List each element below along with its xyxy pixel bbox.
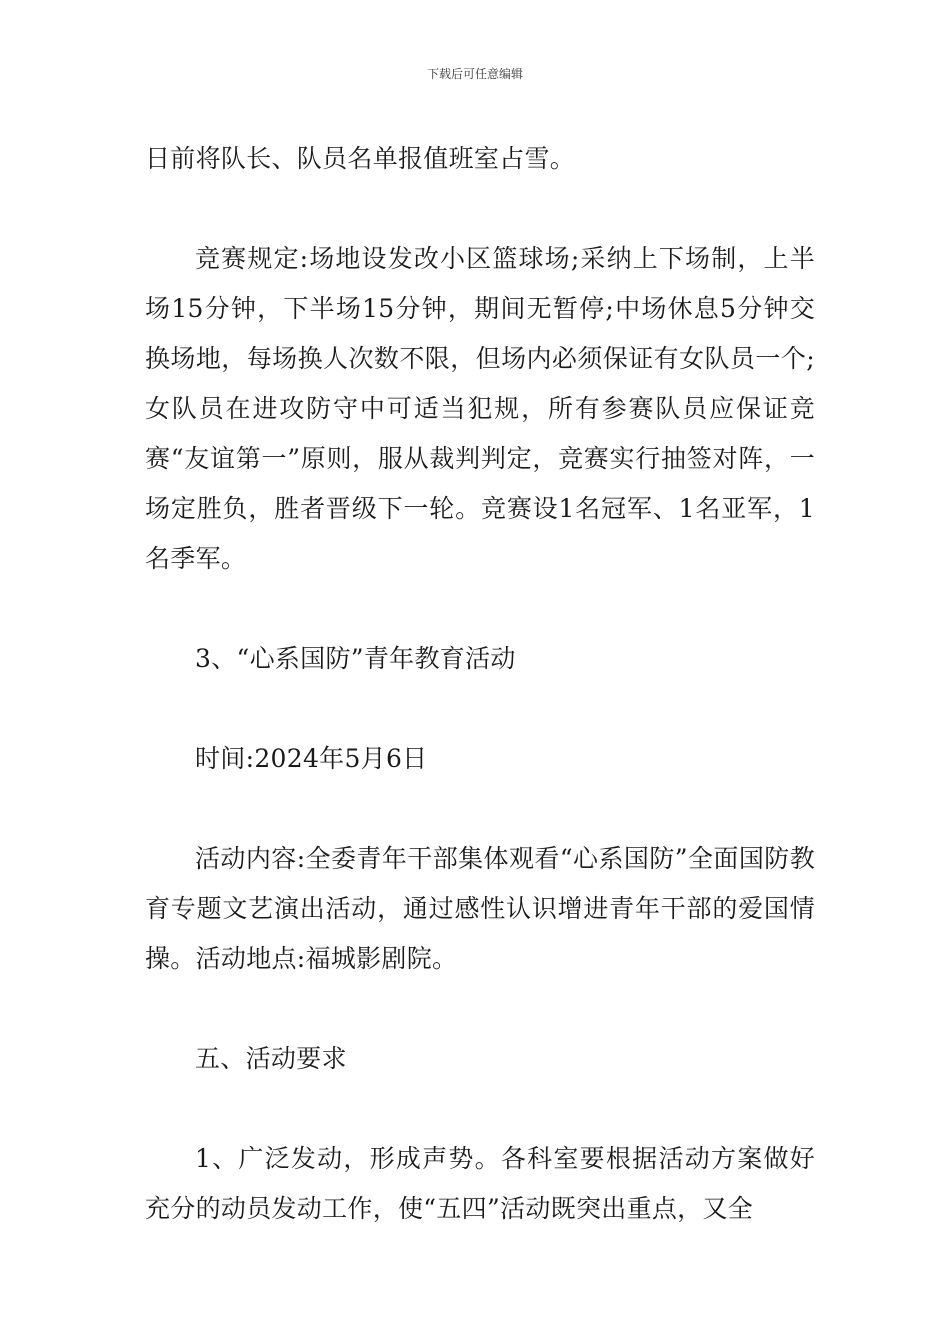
paragraph-requirement-1: 1、广泛发动，形成声势。各科室要根据活动方案做好充分的动员发动工作，使“五四”活动既突出重点，又全 bbox=[145, 1144, 815, 1223]
document-body bbox=[145, 134, 815, 1234]
page-header: 下载后可任意编辑 bbox=[426, 67, 523, 81]
paragraph-time: 时间:2024年5月6日 bbox=[195, 744, 428, 773]
paragraph-competition-rules: 竞赛规定:场地设发改小区篮球场;采纳上下场制，上半场15分钟，下半场15分钟，期间无暂停;中场休息5分钟交换场地，每场换人次数不限，但场内必须保证有女队员一个;女队员在进攻防守中可适当犯规，所有参赛队员应保证竞赛“友谊第一”原则，服从裁判判定，竞赛实行抽签对阵，一场定胜负，胜者晋级下一轮。竞赛设1名冠军、1名亚军，1名季军。 bbox=[145, 244, 815, 573]
section-heading-defense-education: 3、“心系国防”青年教育活动 bbox=[195, 644, 516, 673]
paragraph-continuation: 日前将队长、队员名单报值班室占雪。 bbox=[145, 144, 576, 173]
section-heading-activity-requirements: 五、活动要求 bbox=[195, 1044, 347, 1073]
paragraph-activity-content: 活动内容:全委青年干部集体观看“心系国防”全面国防教育专题文艺演出活动，通过感性认识增进青年干部的爱国情操。活动地点:福城影剧院。 bbox=[145, 844, 815, 973]
